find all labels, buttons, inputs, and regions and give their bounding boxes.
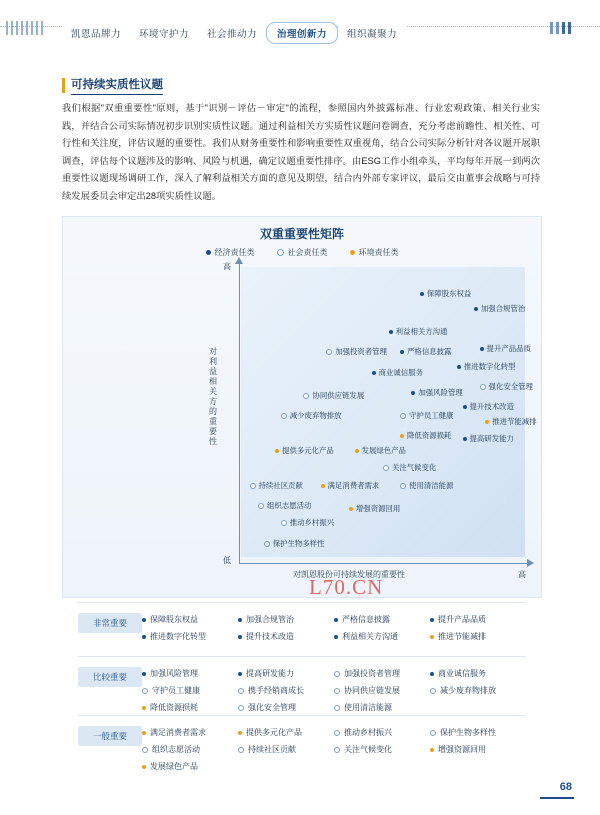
- tier-item-marker: [238, 731, 242, 735]
- tier-item-label: 提升产品品质: [438, 615, 486, 624]
- tier-item-label: 降低资源损耗: [150, 703, 198, 712]
- heading-accent-bar: [62, 78, 65, 93]
- tier-item: [238, 628, 334, 645]
- matrix-point: [275, 447, 334, 455]
- tier-item: [238, 741, 334, 758]
- nav-right-ticks: [550, 22, 592, 34]
- y-axis-low-label: 低: [223, 556, 231, 565]
- tier-item: [334, 611, 430, 628]
- matrix-point-label: 强化安全管理: [488, 382, 533, 391]
- x-axis-arrow-icon: [527, 559, 534, 567]
- matrix-point-label: 协同供应链发展: [312, 390, 365, 400]
- tier-item-label: 推进节能减排: [438, 632, 486, 641]
- tier-item-label: 推动乡村振兴: [344, 728, 392, 737]
- matrix-point-marker: [400, 350, 404, 354]
- nav-item-society[interactable]: 社会推动力: [198, 23, 266, 43]
- matrix-point-label: 严格信息披露: [407, 347, 452, 357]
- tier-item-label: 发展绿色产品: [150, 762, 198, 771]
- matrix-point-marker: [485, 420, 489, 424]
- y-axis-title: 对利益相关方的重要性: [209, 347, 217, 446]
- matrix-point-marker: [355, 449, 359, 453]
- matrix-title: 双重重要性矩阵: [259, 227, 344, 241]
- tier-item: [142, 665, 238, 682]
- matrix-point-label: 加强投资者管理: [335, 347, 387, 357]
- tier-item: [334, 741, 430, 758]
- tier-item: [238, 682, 334, 699]
- page-title: 可持续实质性议题: [71, 76, 163, 95]
- legend-item-environment: [350, 247, 399, 258]
- tier-tag-very-important: 非常重要: [78, 613, 142, 633]
- tier-item-label: 保障股东权益: [150, 615, 198, 624]
- matrix-point-marker: [303, 393, 309, 399]
- matrix-point-label: 使用清洁能源: [409, 480, 454, 490]
- matrix-point-marker: [275, 449, 279, 453]
- matrix-point: [250, 482, 303, 490]
- x-axis: [239, 563, 529, 564]
- tier-item-marker: [142, 765, 146, 769]
- tier-item: [238, 699, 334, 716]
- matrix-point-marker: [389, 330, 393, 334]
- matrix-point-label: 加强风险管理: [418, 387, 463, 397]
- matrix-point-marker: [258, 503, 264, 509]
- matrix-point-label: 增强资源回用: [355, 503, 401, 513]
- tier-item-marker: [142, 688, 148, 694]
- matrix-point: [463, 403, 514, 411]
- tier-item: [334, 628, 430, 645]
- section-heading: [62, 76, 163, 95]
- tier-item-label: 持续社区贡献: [248, 745, 296, 754]
- tier-item: [334, 724, 430, 741]
- tier-item-label: 加强合规管治: [246, 615, 294, 624]
- matrix-point-label: 提高研发能力: [469, 434, 514, 444]
- tier-item-label: 严格信息披露: [342, 615, 390, 624]
- matrix-point-marker: [400, 434, 404, 438]
- tier-item: [238, 724, 334, 741]
- tier-item-marker: [430, 618, 434, 622]
- matrix-point-label: 满足消费者需求: [327, 480, 380, 490]
- matrix-point-label: 加强合规管治: [480, 303, 526, 313]
- nav-item-brand[interactable]: 凯恩品牌力: [62, 23, 130, 43]
- matrix-point-label: 发展绿色产品: [361, 445, 406, 455]
- matrix-legend: [63, 247, 541, 258]
- materiality-matrix-panel: [62, 216, 542, 598]
- matrix-point-label: 提升产品品质: [486, 344, 531, 354]
- matrix-point-marker: [281, 520, 287, 526]
- tier-item-marker: [238, 618, 242, 622]
- tier-item-label: 减少废弃物排放: [440, 686, 496, 695]
- tier-item-label: 组织志愿活动: [152, 745, 200, 754]
- tier-row-generally-important: [78, 715, 526, 783]
- tier-item-marker: [334, 747, 340, 753]
- matrix-point-label: 商业诚信服务: [378, 367, 423, 377]
- tier-item: [430, 682, 526, 699]
- tier-item-label: 提高研发能力: [246, 669, 294, 678]
- legend-label-social: 社会责任类: [287, 248, 328, 257]
- tier-item: [430, 611, 526, 628]
- matrix-point-label: 提供多元化产品: [282, 445, 334, 455]
- matrix-point-label: 推进节能减排: [492, 416, 537, 426]
- tier-item-marker: [238, 688, 244, 694]
- matrix-point-marker: [400, 483, 406, 489]
- tier-item-label: 使用清洁能源: [344, 703, 392, 712]
- matrix-point: [303, 392, 364, 400]
- tier-item-marker: [334, 635, 338, 639]
- matrix-point-marker: [463, 437, 467, 441]
- matrix-point-label: 关注气候变化: [392, 463, 437, 473]
- tier-item: [430, 724, 526, 741]
- matrix-point: [480, 345, 531, 353]
- matrix-point-marker: [349, 507, 353, 511]
- x-axis-title: 对凯恩股份可持续发展的重要性: [293, 570, 405, 579]
- matrix-point-marker: [281, 413, 287, 419]
- matrix-point-marker: [457, 365, 461, 369]
- matrix-point: [389, 328, 448, 336]
- tier-items-fairly-important: [142, 665, 526, 716]
- tier-item: [142, 699, 238, 716]
- matrix-point: [372, 369, 423, 377]
- matrix-point-marker: [321, 484, 325, 488]
- tier-item: [334, 699, 430, 716]
- matrix-point: [400, 412, 453, 420]
- matrix-point: [480, 383, 533, 391]
- matrix-point: [321, 482, 380, 490]
- matrix-point-marker: [400, 413, 406, 419]
- y-axis-arrow-icon: [235, 257, 243, 264]
- matrix-point: [420, 290, 471, 298]
- matrix-point: [281, 519, 334, 527]
- matrix-point-label: 持续社区贡献: [258, 480, 303, 490]
- matrix-point-marker: [420, 292, 424, 296]
- matrix-point-label: 守护员工健康: [409, 411, 454, 420]
- y-axis: [239, 263, 240, 563]
- tier-item-marker: [142, 747, 148, 753]
- tier-item-label: 保护生物多样性: [440, 728, 496, 737]
- tier-item-label: 商业诚信服务: [438, 669, 486, 678]
- tier-item-label: 携手经销商成长: [248, 686, 304, 695]
- nav-item-governance[interactable]: 治理创新力: [266, 22, 338, 44]
- matrix-point-marker: [411, 391, 415, 395]
- nav-item-environment[interactable]: 环境守护力: [130, 23, 198, 43]
- tier-item: [238, 665, 334, 682]
- nav-left-ticks: [6, 21, 50, 35]
- legend-item-social: [277, 247, 328, 258]
- tier-tag-fairly-important: 比较重要: [78, 667, 142, 687]
- tier-item: [238, 611, 334, 628]
- tier-item-marker: [334, 618, 338, 622]
- matrix-point-marker: [474, 307, 478, 311]
- tier-item-label: 提供多元化产品: [246, 728, 302, 737]
- legend-label-economic: 经济责任类: [214, 248, 255, 257]
- matrix-point-marker: [480, 384, 486, 390]
- nav-items: [62, 22, 406, 44]
- matrix-point: [383, 464, 436, 472]
- matrix-point: [457, 363, 516, 371]
- tier-item-label: 协同供应链发展: [344, 686, 400, 695]
- tier-item: [142, 628, 238, 645]
- tier-item-label: 关注气候变化: [344, 745, 392, 754]
- tier-item-label: 利益相关方沟通: [342, 632, 398, 641]
- matrix-point: [400, 348, 451, 356]
- tier-item-marker: [142, 731, 146, 735]
- tier-item-marker: [238, 672, 242, 676]
- legend-label-environment: 环境责任类: [358, 248, 399, 257]
- matrix-point-marker: [250, 483, 256, 489]
- x-axis-high-label: 高: [518, 570, 526, 579]
- matrix-point: [485, 418, 536, 426]
- tier-item-marker: [142, 635, 146, 639]
- matrix-point-marker: [326, 349, 332, 355]
- page-number: 68: [559, 781, 572, 793]
- tier-item-marker: [142, 618, 146, 622]
- matrix-point-label: 减少废弃物排放: [289, 411, 342, 420]
- legend-item-economic: [206, 247, 255, 258]
- tier-item-marker: [142, 672, 146, 676]
- tier-item-label: 提升技术改造: [246, 632, 294, 641]
- tier-item-label: 守护员工健康: [152, 686, 200, 695]
- matrix-point-label: 保障股东权益: [426, 289, 472, 299]
- nav-item-organization[interactable]: 组织凝聚力: [338, 23, 406, 43]
- matrix-point-label: 提升技术改造: [469, 402, 514, 412]
- top-navigation: [0, 0, 600, 58]
- tier-item-marker: [430, 672, 434, 676]
- tier-item-marker: [334, 730, 340, 736]
- matrix-point: [355, 447, 406, 455]
- matrix-point-label: 利益相关方沟通: [395, 326, 448, 336]
- tier-item-marker: [430, 635, 434, 639]
- tier-item-marker: [430, 688, 436, 694]
- matrix-point-label: 组织志愿活动: [267, 500, 312, 510]
- tier-item-marker: [334, 671, 340, 677]
- tier-item-marker: [142, 706, 146, 710]
- tier-item: [142, 611, 238, 628]
- matrix-point-marker: [480, 347, 484, 351]
- tier-item-label: 强化安全管理: [248, 703, 296, 712]
- tier-item-marker: [238, 635, 242, 639]
- tier-item: [142, 741, 238, 758]
- tier-item-label: 增强资源回用: [438, 745, 486, 754]
- tier-item-marker: [238, 705, 244, 711]
- tier-item: [334, 665, 430, 682]
- matrix-point: [400, 432, 451, 440]
- matrix-point-marker: [372, 371, 376, 375]
- matrix-point: [349, 505, 400, 513]
- tier-item-marker: [238, 747, 244, 753]
- footer-rule: [540, 797, 574, 799]
- tier-item: [142, 682, 238, 699]
- matrix-point: [326, 348, 387, 356]
- tier-items-generally-important: [142, 724, 526, 775]
- matrix-point: [400, 482, 453, 490]
- matrix-point-marker: [264, 541, 270, 547]
- tier-item-marker: [334, 705, 340, 711]
- tier-item: [430, 665, 526, 682]
- tier-item-marker: [430, 730, 436, 736]
- matrix-point-label: 推进数字化转型: [463, 361, 516, 371]
- tier-item-label: 推进数字化转型: [150, 632, 206, 641]
- tier-items-very-important: [142, 611, 526, 645]
- matrix-point: [264, 540, 325, 548]
- tier-item: [142, 724, 238, 741]
- matrix-point-label: 保护生物多样性: [272, 538, 325, 548]
- tier-item: [142, 758, 238, 775]
- tier-item: [334, 682, 430, 699]
- matrix-point-label: 降低资源损耗: [407, 431, 452, 441]
- watermark: L70.CN: [309, 575, 384, 599]
- tier-tag-generally-important: 一般重要: [78, 726, 142, 746]
- tier-row-fairly-important: [78, 656, 526, 724]
- matrix-point-label: 推动乡村振兴: [289, 518, 335, 528]
- y-axis-high-label: 高: [223, 262, 231, 271]
- tier-item: [430, 741, 526, 758]
- tier-item-marker: [430, 748, 434, 752]
- tier-item-label: 加强风险管理: [150, 669, 198, 678]
- matrix-point-marker: [463, 405, 467, 409]
- tier-row-very-important: [78, 602, 526, 653]
- tier-item: [430, 628, 526, 645]
- matrix-point: [463, 435, 514, 443]
- matrix-point: [411, 389, 462, 397]
- tier-item-label: 满足消费者需求: [150, 728, 206, 737]
- matrix-point-marker: [383, 465, 389, 471]
- matrix-point: [281, 412, 342, 420]
- matrix-point: [258, 502, 311, 510]
- tier-item-marker: [334, 688, 340, 694]
- body-paragraph: 我们根据"双重重要性"原则，基于"识别－评估－审定"的流程，参照国内外披露标准、行业宏观政策、相关行业实践，并结合公司实际情况初步识别实质性议题。通过利益相关方实质性议题问卷调查，充分考虑前瞻性、相关性、可行性和关注度，评估议题的重要性。我们从财务重要性和影响重要性双重视角，结合公司实际分析针对各议题开展职调查，评估每个议题涉及的影响、风险与机遇，确定议题重要性排序。由ESG工作小组牵头，平均每年开展一到两次重要性议题现场调研工作，深入了解利益相关方面的意见及期望，结合内外部专家评议，最后交由董事会战略与可持续发展委员会审定出28项实质性议题。: [62, 103, 540, 201]
- tier-item-label: 加强投资者管理: [344, 669, 400, 678]
- matrix-point: [474, 305, 525, 313]
